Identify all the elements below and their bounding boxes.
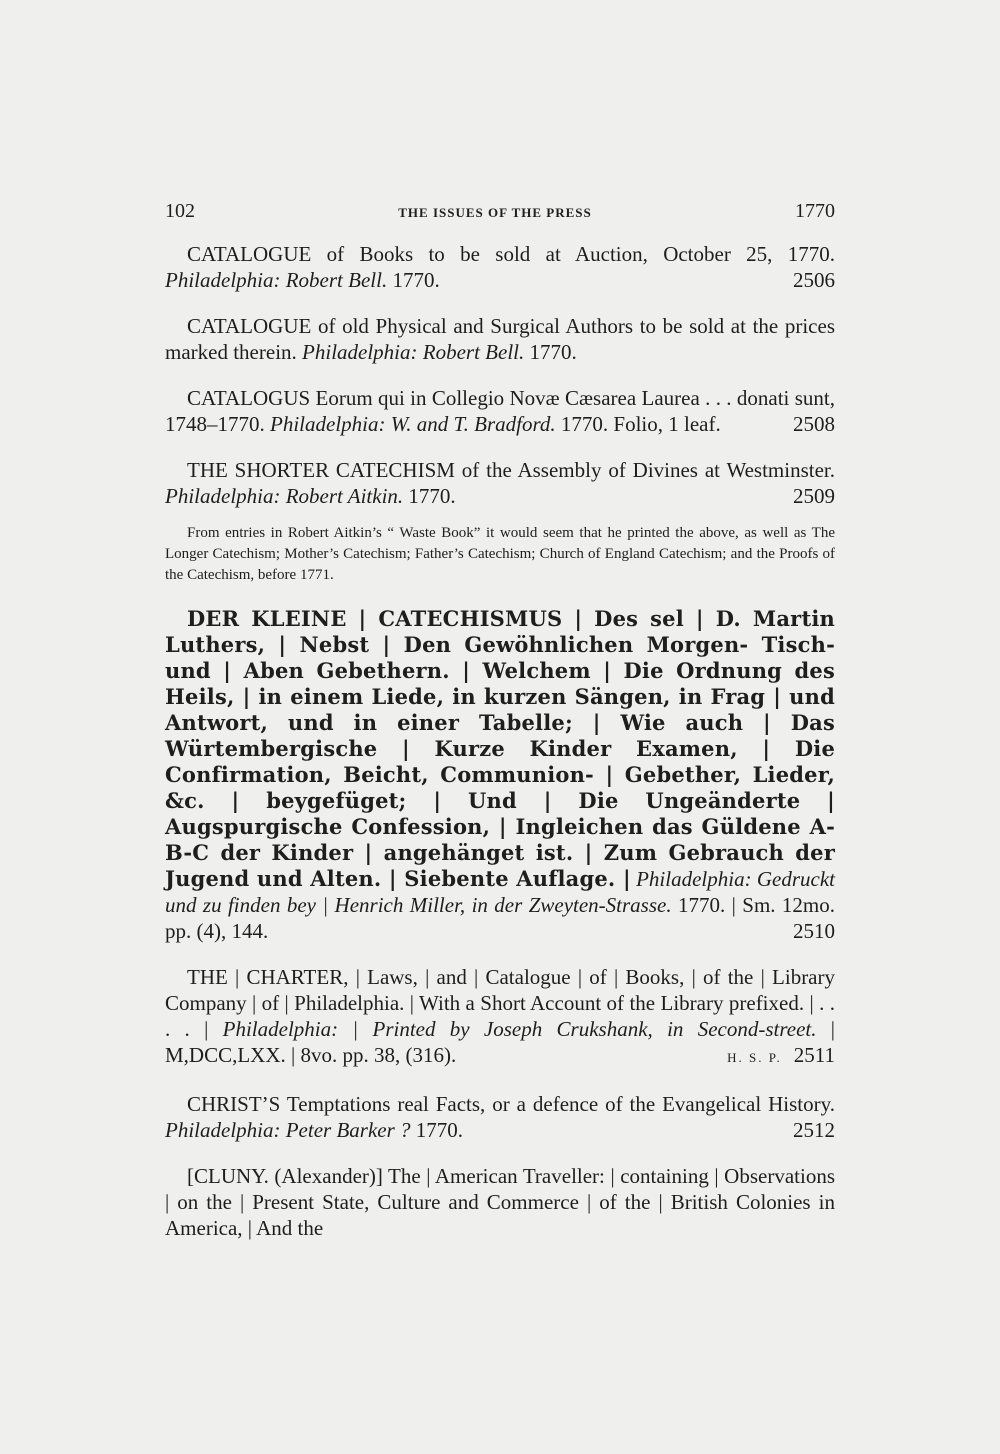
entry-date: 1770. Folio, 1 leaf. xyxy=(560,412,721,436)
catalogue-entry xyxy=(165,385,835,437)
entry-title: CATALOGUS Eorum qui in Collegio Novæ Cæsarea Laurea . . . donati sunt, 1748–1770. xyxy=(165,386,835,436)
entry-imprint: Philadelphia: Robert Bell. xyxy=(165,268,388,292)
entry-number: 2512 xyxy=(793,1118,835,1142)
entry-title: THE | CHARTER, | Laws, | and | Catalogue | of | Books, | of the | Library Company | of | Philadelphia. | With a Short Account of the Library prefixed. | . . . . | xyxy=(165,965,835,1041)
catalogue-entry xyxy=(165,457,835,509)
entry-number: 2509 xyxy=(793,484,835,508)
header-year: 1770 xyxy=(794,200,835,222)
book-page xyxy=(165,200,835,1261)
entry-date: 1770. xyxy=(408,484,456,508)
running-title: THE ISSUES OF THE PRESS xyxy=(398,205,592,220)
catalogue-entry xyxy=(165,1163,835,1241)
entry-imprint: Philadelphia: Robert Bell. xyxy=(302,340,525,364)
entry-date: 1770. xyxy=(415,1118,464,1142)
entry-date: 1770. | Sm. 12mo. pp. (4), 144. xyxy=(165,893,836,943)
entry-number: 2508 xyxy=(793,412,835,436)
entry-number-value: 2511 xyxy=(793,1043,835,1067)
entry-number xyxy=(705,1042,835,1071)
entry-date: 1770. xyxy=(529,340,577,364)
library-abbrev: H. S. P. xyxy=(727,1050,782,1065)
entry-imprint: Philadelphia: W. and T. Bradford. xyxy=(270,412,556,436)
entry-title: CATALOGUE of old Physical and Surgical Authors to be sold at the prices marked therein. xyxy=(165,314,835,364)
entry-title: CATALOGUE of Books to be sold at Auction, October 25, 1770. xyxy=(187,242,835,266)
running-head xyxy=(165,200,835,223)
catalogue-entry xyxy=(165,964,835,1071)
entry-date: | M,DCC,LXX. | 8vo. pp. 38, (316). xyxy=(165,1017,835,1067)
entry-number: 2510 xyxy=(793,919,835,943)
entry-number: 2506 xyxy=(793,268,835,292)
entry-imprint: Philadelphia: | Printed by Joseph Crukshank, in Second-street. xyxy=(222,1017,817,1041)
catalogue-entry xyxy=(165,241,835,293)
catalogue-entry xyxy=(165,1091,835,1143)
entry-imprint: Philadelphia: Robert Aitkin. xyxy=(165,484,404,508)
entry-date: 1770. xyxy=(392,268,440,292)
entry-title: THE SHORTER CATECHISM of the Assembly of Divines at Westminster. xyxy=(187,458,835,482)
page-number: 102 xyxy=(165,200,195,222)
entry-title: [CLUNY. (Alexander)] The | American Traveller: | containing | Observations | on the | Present State, Culture and Commerce | of the | British Colonies in America, | And the xyxy=(165,1164,835,1240)
entry-imprint: Philadelphia: Peter Barker ? xyxy=(165,1118,411,1142)
entry-note: From entries in Robert Aitkin’s “ Waste Book” it would seem that he printed the above, as well as The Longer Catechism; Mother’s Catechism; Father’s Catechism; Church of England Catechism; and the Proofs of the Catechism, before 1771. xyxy=(165,525,835,583)
entry-title: CHRIST’S Temptations real Facts, or a defence of the Evangelical History. xyxy=(187,1092,835,1116)
catalogue-entry xyxy=(165,606,835,944)
catalogue-entry xyxy=(165,313,835,365)
entry-title-fraktur: DER KLEINE | CATECHISMUS | Des sel | D. Martin Luthers, | Nebst | Den Gewöhnlichen Morgen- Tisch- und | Aben Gebethern. | Welchem | Die Ordnung des Heils, | in einem Liede, in kurzen Sängen, in Frag | und Antwort, und in einer Tabelle; | Wie auch | Das Würtembergische | Kurze Kinder Examen, | Die Confirmation, Beicht, Communion- | Gebether, Lieder, &c. | beygefüget; | Und | Die Ungeänderte | Augspurgische Confession, | Ingleichen das Güldene A-B-C der Kinder | angehänget ist. | Zum Gebrauch der Jugend und Alten. | Siebente Auflage. | xyxy=(165,606,835,891)
entry-imprint: Philadelphia: Gedruckt und zu finden bey | Henrich Miller, in der Zweyten-Strasse. xyxy=(165,867,835,917)
